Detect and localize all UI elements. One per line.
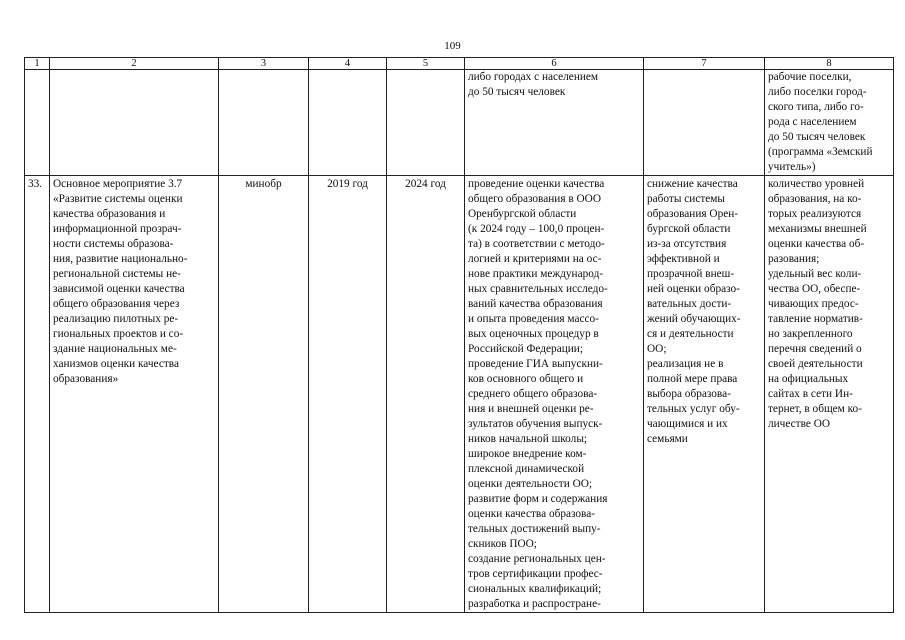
- header-col-4: 4: [309, 58, 387, 70]
- cell-empty: [309, 70, 387, 176]
- cell-empty: [387, 70, 465, 176]
- cell-empty: [219, 70, 309, 176]
- program-table: [24, 57, 894, 613]
- expected-result: проведение оценки качества общего образования в ООО Оренбургской области (к 2024 году – 100,0 процен- та) в соответствии с методо- логией и критериями на ос- нове практики международ- ных сравнительных исследо- ваний качества образования и опыта проведения массо- вых оценочных процедур в Российской Федерации; проведение ГИА выпускни- ков основного общего и среднего общего образова- ния и внешней оценки ре- зультатов обучения выпуск- ников начальной школы; широкое внедрение ком- плексной динамической оценки деятельности ОО; развитие форм и содержания оценки качества образова- тельных достижений выпу- скников ПОО; создание региональных цен- тров сертификации профес- сиональных квалификаций; разработка и распростране-: [465, 176, 644, 613]
- cell-empty: [50, 70, 219, 176]
- header-col-5: 5: [387, 58, 465, 70]
- table-row-33: [25, 176, 894, 613]
- end-year: 2024 год: [387, 176, 465, 613]
- header-col-3: 3: [219, 58, 309, 70]
- header-row: [25, 58, 894, 70]
- header-col-7: 7: [644, 58, 765, 70]
- header-col-1: 1: [25, 58, 50, 70]
- cell-indicators-continued: рабочие поселки, либо поселки город- ского типа, либо го- рода с населением до 50 тысяч человек (программа «Земский учитель»): [765, 70, 894, 176]
- header-col-6: 6: [465, 58, 644, 70]
- executor: минобр: [219, 176, 309, 613]
- cell-empty: [25, 70, 50, 176]
- cell-result-continued: либо городах с населением до 50 тысяч человек: [465, 70, 644, 176]
- header-col-2: 2: [50, 58, 219, 70]
- consequences: снижение качества работы системы образования Орен- бургской области из-за отсутствия эффективной и прозрачной внеш- ней оценки образо- вательных дости- жений обучающих- ся и деятельности ОО; реализация не в полной мере права выбора образова- тельных услуг обу- чающимися и их семьями: [644, 176, 765, 613]
- row-number: 33.: [25, 176, 50, 613]
- page-number: 109: [444, 40, 461, 52]
- start-year: 2019 год: [309, 176, 387, 613]
- measure-name: Основное мероприятие 3.7 «Развитие системы оценки качества образования и информационной прозрач- ности системы образова- ния, развитие национально- региональной системы не- зависимой оценки качества общего образования через реализацию пилотных ре- гиональных проектов и со- здание национальных ме- ханизмов оценки качества образования»: [50, 176, 219, 613]
- continuation-row: [25, 70, 894, 176]
- indicators: количество уровней образования, на ко- торых реализуются механизмы внешней оценки качества об- разования; удельный вес коли- чества ОО, обеспе- чивающих предос- тавление норматив- но закрепленного перечня сведений о своей деятельности на официальных сайтах в сети Ин- тернет, в общем ко- личестве ОО: [765, 176, 894, 613]
- header-col-8: 8: [765, 58, 894, 70]
- cell-empty: [644, 70, 765, 176]
